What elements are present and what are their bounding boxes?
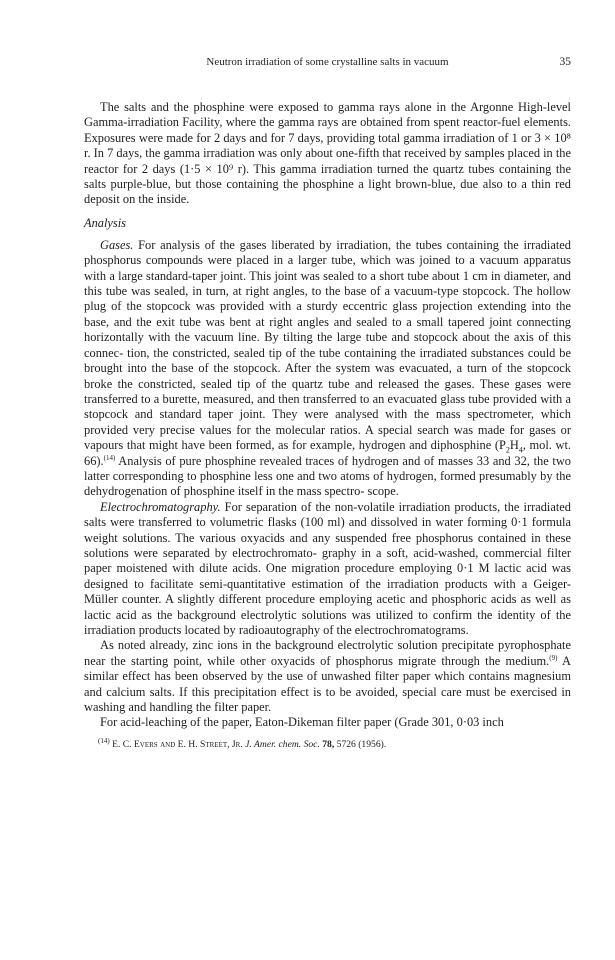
footnote-pages-year: 5726 (1956). (336, 738, 387, 750)
gases-text-3: Analysis of pure phosphine revealed traces of hydrogen and of masses 33 and 32, the two latter corresponding to phosphine less one and two atoms of hydrogen, formed presumably by the dehydrogenation of phosphine itself in the mass spectro- scope. (84, 453, 571, 499)
gases-reference: (14) (103, 453, 116, 462)
footnote-14 (84, 736, 571, 751)
gases-h-subscript: 4 (518, 445, 523, 455)
zinc-reference: (9) (549, 653, 558, 662)
running-header (84, 56, 571, 76)
paragraph-acid-leaching: For acid-leaching of the paper, Eaton-Dikeman filter paper (Grade 301, 0·03 inch (100, 715, 504, 730)
subheading-gases: Gases. (100, 237, 134, 252)
footnote-authors: E. C. Evers and E. H. Street, Jr. (112, 738, 243, 750)
zinc-text-2: A similar effect has been observed by the use of unwashed filter paper which contains magnesium and calcium salts. If this precipitation effect is to be avoided, special care must be exercised in washing and handling the filter paper. (84, 653, 571, 715)
gases-text-2: , mol. wt. 66). (84, 438, 571, 468)
paragraph-zinc-precipitation (84, 638, 571, 715)
footnote-journal: J. Amer. chem. Soc. (245, 738, 320, 750)
running-title: Neutron irradiation of some crystalline salts in vacuum (206, 56, 449, 68)
zinc-text-1: As noted already, zinc ions in the background electrolytic solution precipitate pyrophosphate near the starting point, while other oxyacids of phosphorus migrate through the medium. (84, 638, 571, 668)
paragraph-electrochromatography (84, 500, 571, 639)
footnote-marker: (14) (98, 736, 110, 745)
page-number: 35 (559, 56, 571, 68)
section-heading-analysis: Analysis (84, 215, 126, 230)
electro-text: For separation of the non-volatile irradiation products, the irradiated salts were transferred to volumetric flasks (100 ml) and dissolved in water forming 0·1 formula weight solutions. The various oxyacids and any suspended free phosphorus contained in these solutions were separated by electrochromato- graphy in a soft, acid-washed, commercial filter paper moistened with dilute acids. One migration procedure employing 0·1 M lactic acid was designed to facilitate semi-quantitative estimation of the irradiation products with a Geiger-Müller counter. A slightly different procedure employing acetic and phosphoric acids as well as lactic acid as the background electrolytic solutions was utilized to confirm the identity of the irradiation products located by radioautography of the electrochromatograms. (84, 499, 571, 637)
footnote-volume: 78, (322, 738, 335, 750)
gases-h: H (509, 438, 519, 453)
paragraph-gamma-exposure: The salts and the phosphine were exposed to gamma rays alone in the Argonne High-level Gamma-irradiation Facility, where the gamma rays are obtained from spent reactor-fuel elements. Exposures were made for 2 days and for 7 days, providing total gamma irradiation of 1 or 3 × 10⁸ r. In 7 days, the gamma irradiation was only about one-fifth that received by samples placed in the reactor for 2 days (1·5 × 10⁹ r). This gamma irradiation turned the quartz tubes containing the salts purple-blue, but those containing the phosphine a light brown-blue, due also to a thin red deposit on the inside. (84, 100, 571, 207)
gases-text-1: For analysis of the gases liberated by irradiation, the tubes containing the irradiated phosphorus compounds were placed in a larger tube, which was joined to a vacuum apparatus with a large standard-taper joint. This joint was sealed to a short tube about 1 cm in diameter, and this tube was sealed, in turn, at right angles, to the base of a vacuum-type stopcock. The hollow plug of the stopcock was provided with a sturdy eccentric glass projection extending into the base, and the exit tube was bent at right angles and sealed to a small tapered joint connecting horizontally with the vacuum line. By tilting the large tube and stopcock about the axis of this connec- tion, the constricted, sealed tip of the tube containing the irradiated substances could be brought into the base of the stopcock. After the system was evacuated, a turn of the stopcock broke the constricted, sealed tip of the quartz tube and released the gases. These gases were transferred to a burette, measured, and then transferred to an evacuated glass tube provided with a stopcock and standard taper joint. They were analysed with the mass spectrometer, which provided very precise values for the molecular ratios. A special search was made for gases or vapours that might have been formed, as for example, hydrogen and diphosphine (P (84, 237, 571, 453)
gases-p-subscript: 2 (505, 445, 510, 455)
subheading-electrochromatography: Electrochromatography. (100, 499, 221, 514)
paragraph-gases (84, 238, 571, 500)
